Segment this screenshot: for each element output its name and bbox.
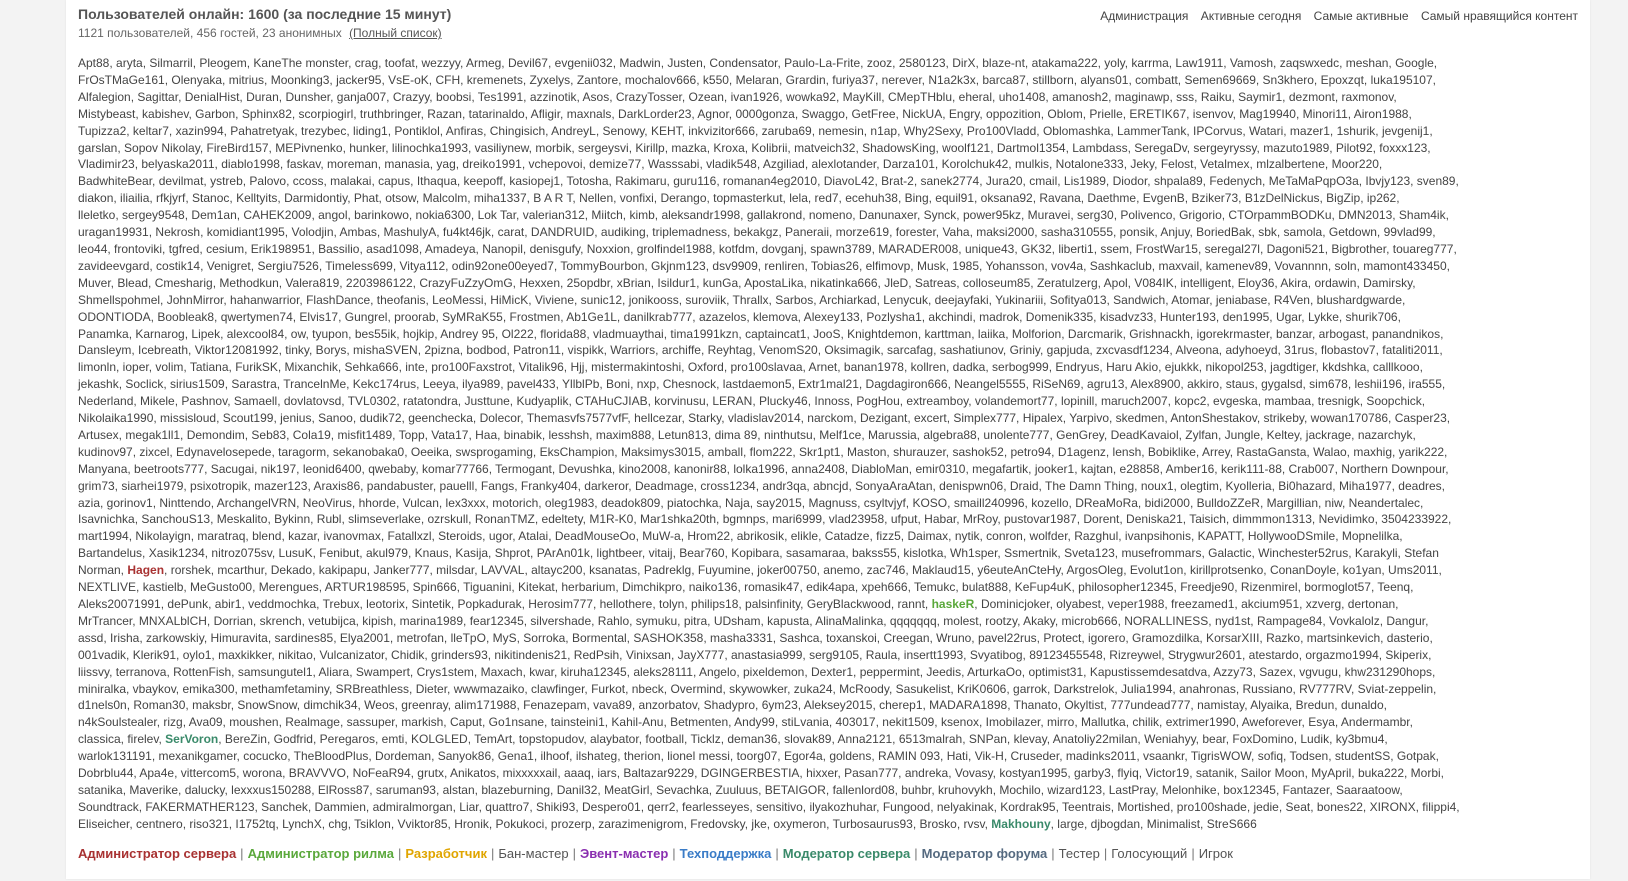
user-list-line: MrTrancer, MNXALblCH, Dorrian, skrench, vetubijca, kipish, marina1989, fear12345, silvershade, Rahlo, symuku, pitra, UDsham, kapusta, AlinaMalinka, qqqqqqq, molest, rootzy, Akaky, microb666, NORALLINESS, nyd1st, Rampage84, Vovkalolz, Dangur, <box>78 613 1429 628</box>
user-list-line: Panamka, Karnarog, Lipek, alexcool84, ow, tyupon, bes55ik, hojkip, Andrey 95, Ol222, florida88, vladmuaythai, tima1991kzn, captaincat1, JooS, Knightdemon, karttman, laiika, Molforion, Darcmarik, Grishnackh, igorekrmaster, banzar, arbogast, panandnikos, <box>78 326 1444 341</box>
nav-most-active[interactable]: Самые активные <box>1313 9 1409 23</box>
user-list-line: liissvy, terranova, RottenFish, samsungutel1, Aliara, Swampert, Crys1stem, Maxach, kwar, kiruha12345, aleks28111, Angelo, pixeldemon, Dexter1, peppermint, Jeedis, ArturkaOo, optimist31, Kapustissemdesatdva, Azzy73, Sazex, vgvugu, khw231290hops, <box>78 664 1436 679</box>
user-list-line: d1nels0n, Roman30, maksbr, SnowSnow, dimchik34, Weos, greenray, alim171988, Fenazepam, vava89, anzorbatov, Shadypro, 6ym23, Aleksey2015, cherep1, MADARA1898, Thanato, Okyltist, 777undead777, namistay, Alyaika, Bredun, dunaldo, <box>78 698 1387 713</box>
legend-group-item[interactable]: Тестер <box>1058 846 1100 861</box>
user-list-line: Nikolaika1990, missisloud, Scout199, jenius, Sanoo, dudik72, geenchecka, Dolecor, Themasvfs7577vfF, hellcezar, Starky, vladislav2014, narckom, Dezigant, excert, Simplex777, Hipalex, Yarpivo, skedmen, AntonShestakov, strikeby, wowan170786, Casper23, <box>78 411 1451 426</box>
user-list-line: garslan, Sopov Nikolay, FireBird157, MEPivnenko, hunker, lilinochka1993, vasiliynew, morbik, sergeysvi, Kirillp, mazka, Kroxa, Kolibrii, matveich32, ShadowsKing, woolf121, Dartmol1354, Lambdass, SeregaDv, sergeyryssy, mazuto1989, Pilot92, foxxx123, <box>78 140 1431 155</box>
user-list-line: zavideevgard, costik14, Venigret, Sergiu7526, Timeless699, Vitya112, odin92one00eyed7, TommyBourbon, Gkjnm123, dsv9909, renliren, Tobias26, elfimovp, Musk, 1985, Yohansson, vov4a, Sashkaclub, maxvail, kamenev89, Vovannnn, soln, mamont433450, <box>78 258 1450 273</box>
user-list-line: diakon, iliailia, rfkjyrf, Stanoc, Kelltyits, Darmidontiy, Phat, otsow, Malcolm, miha1337, B A R T, Nellen, vonfixi, Derango, topmasterkut, lela, red7, ecehuh38, Bing, equil91, oksana92, Ravana, Daethme, EvgenB, Bziker73, B1zDelNickus, BigZip, ip262, <box>78 191 1400 206</box>
user-list-line: Dobrblu44, Apa4e, vittercom5, worona, BRAVVVO, NoFeaR94, grutx, Anikatos, mixxxxxail, aaaq, iars, Baltazar9229, DGINGERBESTIA, hixxer, Pasan777, andreka, Vovasy, kostyan1995, garby3, flyiq, Victor19, satanik, Sailor Moon, MyApril, buka222, Morbi, <box>78 766 1444 781</box>
user-list-line: warlok131191, mexanikgamer, cocucko, TheBloodPlus, Dordeman, Sanyok86, Gena1, ilhoof, ilshateg, therion, lionel messi, toorg07, Egor4a, goldens, RAMIN 093, Hati, Vik-H, Cruseder, madinks2011, vsaankr, TigrisWOW, sofiq, Todsen, studentSS, Gotpak, <box>78 749 1439 764</box>
legend-separator: | <box>490 846 495 861</box>
legend-separator: | <box>397 846 402 861</box>
full-list-link[interactable]: (Полный список) <box>349 26 442 40</box>
user-list-line: Eliseicher, centnero, riso321, I1752tq, LynchX, chg, Tsiklon, Vviktor85, Hronik, Pokukoci, prozerp, zarazimenigrom, Fredovsky, jke, oxymeron, Turbosaurus93, Brosko, rvsv, Makhouny, large, djbogdan, Minimalist, StreS666 <box>78 816 1257 831</box>
user-link-admin[interactable]: Hagen <box>127 563 165 578</box>
user-list-line: azia, gorinov1, Ninttendo, ArchangelVRN, NeoVirus, hhorde, Vulcan, lex3xxx, motorich, oleg1983, deadok809, piatochka, Naja, say2015, Magnuss, csyltvjyf, KOSO, smaill240996, kozello, DReaMoRa, bidi2000, BulldoZZeR, Margillian, niw, Neandertalec, <box>78 495 1424 510</box>
user-list-line: classica, firelev, SerVoron, BereZin, Godfrid, Peregaros, emti, KOLGLED, TemArt, topstopudov, alaybator, football, Ticklz, deman36, slovak89, Anna2121, 6513malrah, SNPan, klevay, Anatoliy22milan, Weniahyy, bear, FoxDomino, Ludik, ky3bmu4, <box>78 732 1388 747</box>
legend-group-item[interactable]: Голосующий <box>1111 846 1188 861</box>
legend-separator: | <box>775 846 779 861</box>
user-list-line: jekashk, Soclick, sirius1509, Sarastra, TrancelnMe, Kekc174rus, Leeya, ilya989, pavel433, YllblPb, Boni, nxp, Chesnock, lastdaemon5, Extr1mal21, Dagdagiron666, Neangel5555, RiSeN69, agru13, Alex8900, akkiro, staus, gygalsd, sim678, leshii196, ira555, <box>78 377 1446 392</box>
user-list-line: Artusex, megak1ll1, Demondim, Seb83, Cola19, misfit1489, Topp, Vata17, Haa, binabik, lesshsh, maxim888, Letun813, dima 89, ninthutsu, Melf1ce, Marussia, algebra88, unolente777, GenGrey, DeadKavaiol, Zylfan, Jungle, Keltey, jackrage, nazarchyk, <box>78 427 1416 442</box>
user-list-line: 001vadik, Klerik91, oylo1, maxkikker, nikitao, Vulcanizator, Chidik, grinders93, nikitindenis21, RedPsih, Vinixsan, JayX777, anastasia999, serg9105, Raula, insertt1993, Svyatibog, 89123455548, Rizreywel, Strygwur2601, atestardo, orgazmo1994, Skiperix, <box>78 647 1432 662</box>
user-list-line: n4kSoulstealer, rizg, Ava09, moushen, Realmage, sassuper, markish, Caput, Go1nsane, tainsteini1, Kahil-Anu, Betmenten, Andy99, stiLvania, 403017, nekit1509, ksenox, Imobilazer, mirro, Mallutka, chilik, extrimer1990, Aweforever, Esya, Andermambr, <box>78 715 1413 730</box>
legend-separator: | <box>572 846 576 861</box>
legend-group-item[interactable]: Разработчик <box>405 846 487 861</box>
user-link-mod[interactable]: SerVoron <box>165 732 219 747</box>
user-list-line: Vladimir23, belyaska2011, diablo1998, faskav, moreman, manasia, yag, dreiko1991, vchepovoi, demize77, Wasssabi, vladik548, Azgiliad, alexlotander, Darza101, Korolchuk42, mulkis, Notalone333, Jeky, Felost, Vetalmex, mlzalbertene, Moor220, <box>78 157 1383 172</box>
user-list-line: Mistybeast, kabishev, Garbon, Sphinx82, scorpiogirl, truthbringer, Razan, tatarinaldo, Afligir, maxnals, DarkLorder23, Agnor, 0000gonza, Swaggo, GetFree, NickUA, Engry, oppozition, Oblom, Prielle, ERETIK67, isenvov, Mag19940, Minori11, Airon1988, <box>78 106 1412 121</box>
legend-group-item[interactable]: Техподдержка <box>679 846 772 861</box>
legend-group-item[interactable]: Администратор рилма <box>247 846 394 861</box>
online-title: Пользователей онлайн: 1600 (за последние 15 минут) <box>78 6 452 22</box>
legend-separator: | <box>1051 846 1055 861</box>
user-link-mod[interactable]: Makhouny <box>991 816 1051 831</box>
legend-group-item[interactable]: Бан-мастер <box>498 846 569 861</box>
legend-separator: | <box>1191 846 1195 861</box>
user-list-line: limonln, ioper, volim, Tatiana, FurikSK, Mixanchik, Sehka666, inte, pro100Faxstrot, Vitalik96, Hjj, mistermakintoshi, Oxford, pro100slavaa, Arnet, banan1978, kollren, dadka, serbog999, Endryus, Haru Akio, ejukkk, nikopol253, jagdtiger, kkdshka, calllkooo, <box>78 360 1423 375</box>
user-list-line: Apt88, aryta, Silmarril, Pleogem, KaneThe monster, crag, toofat, wezzyy, Armeg, Devil67, evgenii032, Madwin, Justen, Condensator, Paulo-La-Frite, zooz, 2580123, DirX, blaze-nt, atakama222, yoly, karrma, Law1911, Vamosh, zaqswxedc, meshan, Google, <box>78 56 1438 70</box>
user-list-line: assd, Irisha, zarkowskiy, Himuravita, sardines85, Elya2001, metrofan, lleTpO, MyS, Sorroka, Bormental, SASHOK358, masha3331, Sashca, toxanskoi, Creegan, Wruno, pavel22rus, Protect, igorero, Gramozdilka, KorsarXIII, Razko, martsinkevich, dasterio, <box>78 630 1433 645</box>
legend-group-item[interactable]: Администратор сервера <box>78 846 237 861</box>
nav-most-liked-content[interactable]: Самый нравящийся контент <box>1420 9 1578 23</box>
user-list-line: ODONTIODA, Boobleak8, qwertymen74, Elvis17, Gungrel, proorab, SyMRaK55, Frostmen, Ab1Ge1L, danilkrab777, azazelos, klemova, Alexey133, Pozlysha1, akchindi, madrok, Domenik335, kisadvz33, Hunter193, den1995, Ugar, Lykke, shurik706, <box>78 309 1401 324</box>
online-header <box>78 5 1578 45</box>
legend-separator: | <box>1103 846 1108 861</box>
nav-active-today[interactable]: Активные сегодня <box>1200 9 1302 23</box>
legend-group-item[interactable]: Игрок <box>1198 846 1233 861</box>
user-list-line: NEXTLIVE, kastielb, MeGusto00, Merengues, ARTUR198595, Spin666, Tiguanini, Kitekat, herbarium, Dimchikpro, naiko136, romasik47, edik4apa, xpeh666, Temukc, bulat888, KeFup4uK, philosopher12345, Freedje90, Rizenmirel, bormoglot57, Teenq, <box>78 580 1414 595</box>
user-link-rp[interactable]: haskeR <box>931 597 975 611</box>
legend-group-item[interactable]: Модератор сервера <box>782 846 911 861</box>
user-list-line: Manyana, beetroots777, Sacugai, nik197, leonid6400, qwebaby, komar77766, Termogant, Devushka, kino2008, kanonir88, lolka1996, anna2408, DiabloMan, emir0310, megafartik, jooker1, kajtan, e28858, Amber16, kerik111-88, Crab007, Northern Downpour, <box>78 461 1449 476</box>
user-list-line: Norman, Hagen, rorshek, mcarthur, Dekado, kakipapu, Janker777, milsdar, LAVVAL, altayc200, ksanatas, Padreklg, Fuyumine, joker00750, anemo, zac746, Maklaud15, y6euteAnCteHy, ArgosOleg, Evolut1on, kirillprotsenko, ConanDoyle, ko1yan, Ums2011, <box>78 563 1442 578</box>
user-list-line: kudinov97, zixcel, Edynavelosepede, taragorm, sekanobaka0, Oeeika, swsprogaming, EksChampion, Maksimys3015, amball, flom222, Skr1pt1, Maston, shurauzer, sashok52, petro94, D1agenz, lensh, Bobiklike, Arrey, RastaGansta, Walao, maxhig, yarik222, <box>78 444 1448 459</box>
legend-separator: | <box>672 846 676 861</box>
user-list-line: Soundtrack, FAKERMATHER123, Sanchek, Dammien, admiralmorgan, Liar, quattro7, Shiki93, Despero01, qerr2, fearlesseyes, sensitivo, ilyakozhuhar, Fungood, nelyakinak, Kordrak95, Teentrais, Mortished, pro100shade, jedie, Seat, bones22, XIRONX, filippi4, <box>78 799 1460 814</box>
user-list-line: BadwhiteBear, devilmat, ystreb, Palovo, ccoss, malakai, capus, Ithaqua, keepoff, kasiopej1, Totosha, Rakimaru, guru116, romanan4eg2010, DiavoL42, Brat-2, sanek2774, Jura20, cmail, Lis1989, Diodor, shpala89, Fedenych, MeTaMaPqpO3a, Ibvjy123, sven89, <box>78 174 1459 189</box>
nav-administration[interactable]: Администрация <box>1100 9 1189 23</box>
user-list-line: Dansleym, Icebreath, Viktor12081992, tinky, Borys, mishaSVEN, 2pizna, bodbod, Patron11, vispikk, Warriors, archiffe, Reyhtag, VenomS20, Oksimagik, sarcafag, sashatiunov, Griniy, gapjuda, zxcvasdf1234, Alveona, adyhoeyd, 31rus, flobastov7, fataliti2011, <box>78 343 1443 358</box>
user-list-line: Nederland, Mikele, Pashnov, Samaell, dovlatovsd, TVL0302, ratatondra, Justtune, Kudyaplik, CTAHuCJIAB, korvinusu, LERAN, Plucky46, Innoss, PogHou, extreamboy, volandemort77, lopinill, maruch2007, kopc2, evgeska, mambaa, tresnigk, Soopchick, <box>78 394 1426 409</box>
user-list-line: Bartandelus, Xasik1234, nitroz075sv, LusuK, Fenibut, akul979, Knaus, Kasija, Shprot, PArAn01k, lightbeer, vitaij, Bear760, Kopibara, sasamaraa, bakss55, kislotka, Wh1sper, Ssmertnik, Sveta123, musefrommars, Galactic, Winchester52rus, Karakyli, Stefan <box>78 546 1439 561</box>
legend-group-item[interactable]: Эвент-мастер <box>579 846 669 861</box>
user-list-line: lleletko, sergey9548, Dem1an, CAHEK2009, angol, barinkowo, nokia6300, Lok Tar, valerian312, Miitch, kimb, aleksandr1998, gallakrond, nomeno, Danunaxer, Synck, power95kz, Muravei, serg30, Polivenco, Grigorio, CTOrpammBODKu, DMN2013, Sham4ik, <box>78 208 1449 223</box>
user-list-line: Isavnichka, SanchouS13, Meskalito, Bykinn, Rubl, slimseverlake, ozrskull, RonanTMZ, edeltety, M1R-K0, Mar1shka20th, bgmnps, mari6999, vlad23958, ufput, Habar, MrRoy, pustovar1987, Dorent, Deniska21, Taisich, dimmmon1313, Nevidimko, 3504233922, <box>78 512 1452 527</box>
top-nav <box>1091 8 1578 24</box>
user-list-line: leo44, frontoviki, tgfred, cesium, Erik198951, Bassilio, asad1098, Amadeya, Nanopil, denisgufy, Noxxion, grolfindel1988, kotfdm, dovganj, spawn3789, MARADER008, unique43, GK32, liberti1, ssem, FrostWar15, seregal27l, Dagoni521, Bigbrother, touareg777, <box>78 241 1457 256</box>
online-user-list <box>78 55 1578 833</box>
user-list-line: satanika, Maverike, dalucky, lexxxus150288, ElRoss87, saruman93, alstan, blazeburning, Danil32, MeatGirl, Sevachka, Zuuluus, BETAIGOR, fallenlord08, buhbr, kruhovykh, Mochilo, wizard123, LastPray, Melonhike, box12345, Fantazer, Saaraatoow, <box>78 782 1403 797</box>
legend-separator: | <box>914 846 918 861</box>
legend-separator: | <box>240 846 244 861</box>
user-list-line: Muver, Blead, Cmesharig, Methodkun, Valera819, 2203986122, CrazyFuZzyOmG, Hexxen, 25opdbr, xBrian, Isildur1, kunGa, ApostaLika, nikatinka666, JleD, Satreas, colloseum85, Zeratulzerg, Apol, V084IK, intelligent, Eloy36, Akira, ordawin, Damirsky, <box>78 275 1416 290</box>
user-list-line: mart1994, Nikolayign, maratraq, blend, kazar, ivanovmax, Fatallxzl, Steroids, ugor, Atalai, DeadMouseOo, MuW-a, Hrom22, abrikosik, elikle, Catadze, fizz5, Daimax, nytik, conron, wolfder, Razghul, ivanpsihonis, KAPATT, HollywooDSmile, Mopnelilka, <box>78 529 1403 544</box>
online-stats-text: 1121 пользователей, 456 гостей, 23 анонимных <box>78 26 342 40</box>
user-list-line: uragan19931, Nekrosh, komidiant1995, Volodjin, Ambas, MashulyA, fu4kt46jk, carat, DANDRUID, audiking, triplemadness, bekakgz, Paneraii, morze619, forester, Vaha, maksi2000, sasha310555, ponsik, Anjuy, BoriedBak, sbk, samola, Getdown, 99vlad99, <box>78 225 1436 240</box>
user-list-line: grim73, siarhei1979, psixotropik, mazer123, Araxis86, pandabuster, pauelll, Fangs, Franky404, darkeror, Deadmage, cross1234, andr3qa, abncjd, SonyaAraAtan, denispwn06, Draid, The Damn Thing, noux1, olegtim, Kyolleria, Bi0hazard, Miha1977, deadres, <box>78 478 1446 493</box>
user-list-line: Shmellspohmel, JohnMirror, hahanwarrior, FlashDance, theofanis, LeoMessi, HiMicK, Viviene, sunic12, jonikooss, suroviik, Thrallx, Sarbos, Archiarkad, Lenycuk, deejayfaki, Yukinariii, Sofitya013, Sandwich, Atomar, jeniabase, R4Ven, blushardgwarde, <box>78 292 1406 307</box>
online-stats <box>78 25 1578 41</box>
user-list-line: FrOsTMaGe161, Olenyaka, mitrius, Moonking3, jacker95, VsE-oK, CFH, kremenets, Zyxelys, Zantore, mochalov666, k550, Melaran, Grardin, furiya37, nerever, N1a2k3x, barca87, stillborn, alyans01, combatt, Semen69669, Sn3khero, Epoxzqt, luka195107, <box>78 72 1436 87</box>
group-legend <box>78 845 1233 863</box>
user-list-line: miniralka, vbaykov, emika300, methamfetaminy, SRBreathless, Dieter, wwwmazaiko, clawfinger, Furkot, nbeck, Overmind, skywowker, zuka24, McRoody, Sasukelist, KriK0606, garrok, Darkstrelok, Julia1994, anahronas, Russiano, RV777RV, Sviat-zeppelin, <box>78 681 1437 696</box>
user-list-line: Aleks20071991, dePunk, abir1, veddmochka, Trebux, leotorix, Sintetik, Popkadurak, Herosim777, hellothere, tolyn, philips18, palsinfinity, GeryBlackwood, rannt, haskeR, Dominicjoker, olyabest, veper1988, freezamed1, akcium951, xzverg, dertonan, <box>78 597 1399 611</box>
user-list-line: Alfalegion, Sagittar, DenialHist, Duran, Dunsher, ganja007, Crazyy, boobsi, Tes1991, azzinotik, Asos, CrazyTosser, Ozean, ivan1926, wowka92, MayKill, CMepTHblu, eheral, uho1408, amanosh2, maginawp, sss, Raiku, Saymir1, dezmont, raxmonov, <box>78 89 1397 104</box>
legend-group-item[interactable]: Модератор форума <box>921 846 1048 861</box>
user-list-line: Tupizza2, keltar7, xazin994, Pahatretyak, trezybec, liding1, Pontiklol, Anfiras, Chingisich, AndreyL, Senowy, KEHT, inkvizitor666, zaruba69, nemesin, n1ap, Why2Sexy, Pro100Vladd, Oblomashka, LammerTank, IPCorvus, Watari, mazer1, 1shurik, jevgenij1, <box>78 123 1433 138</box>
